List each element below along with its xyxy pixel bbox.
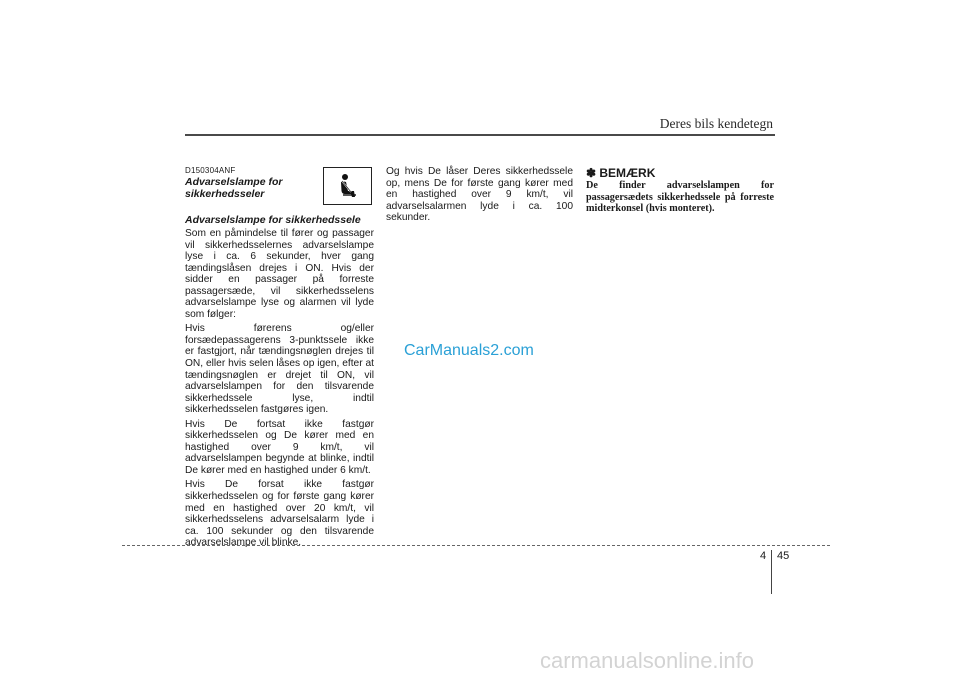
footer-rule <box>122 545 830 546</box>
paragraph: Som en påmindelse til fører og passager vil sikkerhedsselernes advarselslampe lyse i ca. 6 sekunder, hver gang tændingslåsen drejes i ON. Hvis der sidder en passager på forreste passagersæde, vil sikkerhedsselens advarselslampe lyse og alarmen vil lyde som følger: <box>185 228 374 320</box>
middle-column-body <box>386 166 573 227</box>
subtitle-primary: Advarselslampe for sikkerhedsseler <box>185 176 283 200</box>
paragraph: Hvis De fortsat ikke fastgør sikkerhedsselen og De kører med en hastighed over 9 km/t, vil advarselslampen begynde at blinke, indtil De kører med en hastighed under 6 km/t. <box>185 418 374 476</box>
paragraph: Og hvis De låser Deres sikkerhedssele op, mens De for første gang kører med en hastighed over 9 km/t, vil advarselsalarmen lyde i ca. 100 sekunder. <box>386 166 573 224</box>
subtitle-secondary: Advarselslampe for sikkerhedssele <box>185 214 361 226</box>
note-heading: ✽ BEMÆRK <box>586 166 656 180</box>
site-watermark: carmanualsonline.info <box>540 648 755 673</box>
seatbelt-warning-icon <box>323 167 372 205</box>
left-column-body <box>185 228 374 552</box>
watermark: CarManuals2.com <box>404 342 534 359</box>
chapter-number: 4 <box>760 550 767 562</box>
page-number: 45 <box>777 550 790 562</box>
paragraph: Hvis De forsat ikke fastgør sikkerhedsselen og for første gang kører med en hastighed over 20 km/t, vil sikkerhedsselens advarselsalarm lyde i ca. 100 sekunder og den tilsvarende advarselslampe vil blinke. <box>185 479 374 549</box>
section-title: Deres bils kendetegn <box>659 116 773 131</box>
paragraph: Hvis førerens og/eller forsædepassagerens 3-punktssele ikke er fastgjort, når tændingsnøglen drejes til ON, eller hvis selen låses op igen, efter at tændingsnøglen er drejet til ON, vil advarselslampen for den tilsvarende sikkerhedssele lyse, indtil sikkerhedsselen fastgøres igen. <box>185 323 374 416</box>
note-text: De finder advarselslampen for passagersædets sikkerhedssele på forreste midterkonsel (hvis monteret). <box>586 180 774 214</box>
header-rule <box>185 134 775 136</box>
section-code: D150304ANF <box>185 166 236 175</box>
page-divider <box>771 550 772 594</box>
